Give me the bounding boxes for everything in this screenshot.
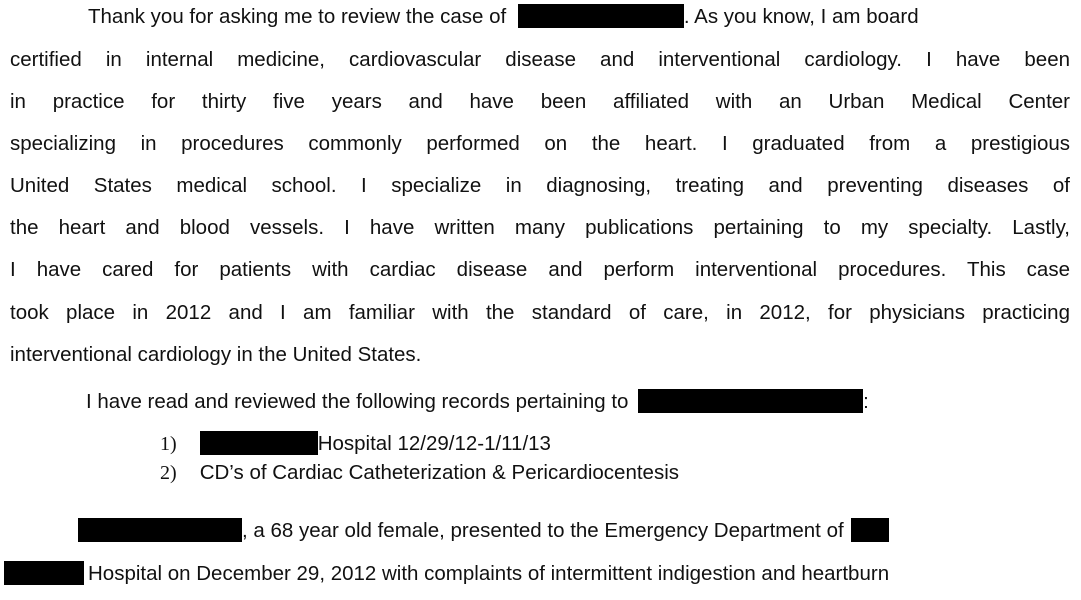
paragraph-1-line-7: I have cared for patients with cardiac disease and perform interventional procedures. This case xyxy=(10,258,1070,281)
redaction-patient-name xyxy=(638,389,863,413)
paragraph-1-line-2: certified in internal medicine, cardiovascular disease and interventional cardiology. I have been xyxy=(10,48,1070,71)
paragraph-1-line-5: United States medical school. I specialize in diagnosing, treating and preventing diseases of xyxy=(10,174,1070,197)
redaction-hospital-name xyxy=(200,431,318,455)
list-number: 2) xyxy=(160,462,177,484)
text-segment: . As you know, I am board xyxy=(683,5,919,28)
text-segment: : xyxy=(863,390,869,413)
paragraph-2-line-1 xyxy=(78,517,889,545)
list-item-text: CD’s of Cardiac Catheterization & Pericardiocentesis xyxy=(199,461,680,484)
paragraph-2-line-2 xyxy=(4,560,889,588)
text-segment: , a 68 year old female, presented to the Emergency Department of xyxy=(242,519,844,542)
list-number: 1) xyxy=(160,433,177,455)
paragraph-1-line-3: in practice for thirty five years and have been affiliated with an Urban Medical Center xyxy=(10,90,1070,113)
records-intro xyxy=(86,388,869,416)
text-segment: I have read and reviewed the following records pertaining to xyxy=(86,390,629,413)
redaction-patient-name xyxy=(518,4,684,28)
redaction-hospital-name xyxy=(4,561,84,585)
paragraph-1-line-4: specializing in procedures commonly performed on the heart. I graduated from a prestigious xyxy=(10,132,1070,155)
paragraph-1-line-9: interventional cardiology in the United States. xyxy=(10,343,422,366)
paragraph-1-line-8: took place in 2012 and I am familiar with the standard of care, in 2012, for physicians practicing xyxy=(10,301,1070,324)
text-segment: Hospital on December 29, 2012 with complaints of intermittent indigestion and heartburn xyxy=(88,562,890,585)
redaction-patient-name xyxy=(78,518,242,542)
paragraph-1-line-6: the heart and blood vessels. I have written many publications pertaining to my specialty. Lastly, xyxy=(10,216,1070,239)
text-segment: Thank you for asking me to review the case of xyxy=(88,5,507,28)
record-item-1 xyxy=(160,430,551,458)
record-item-2 xyxy=(160,459,679,487)
paragraph-1-line-1 xyxy=(88,3,919,31)
redaction-hospital-name xyxy=(851,518,889,542)
list-item-text: Hospital 12/29/12-1/11/13 xyxy=(317,432,551,455)
